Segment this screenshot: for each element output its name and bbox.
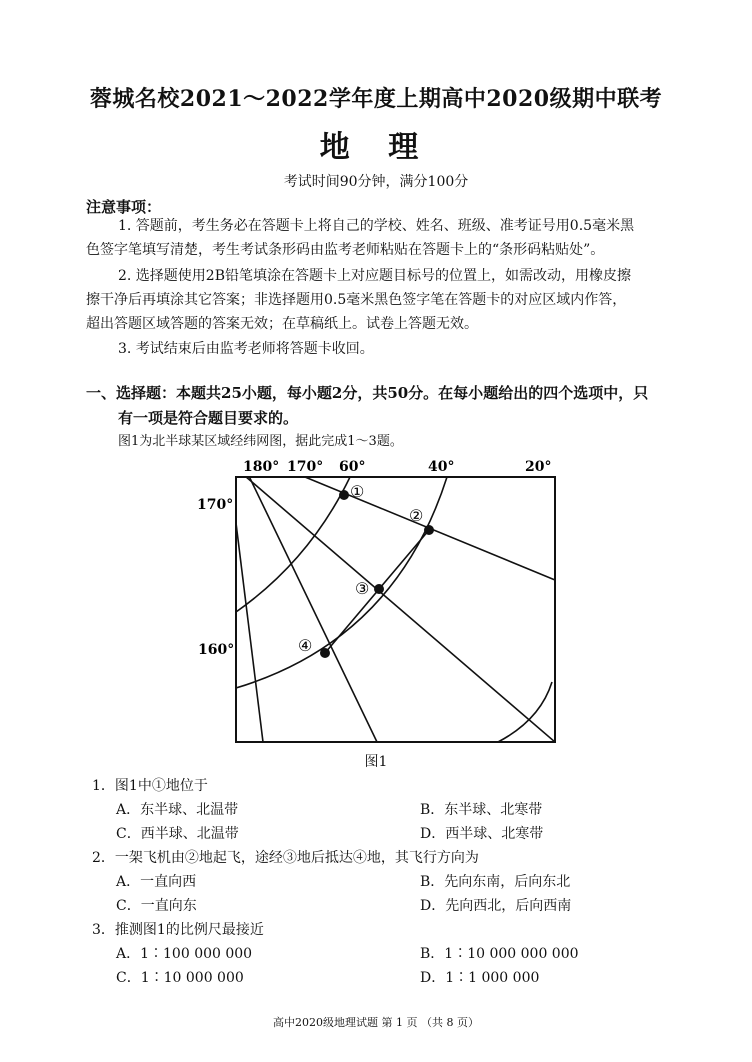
option-a: A．1∶100 000 000 — [116, 946, 253, 962]
latitude-label: 20° — [525, 459, 552, 475]
point-2-dot — [424, 525, 434, 535]
subject-title: 地 理 — [319, 130, 433, 165]
note-line: 擦干净后再填涂其它答案；非选择题用0.5毫米黑色签字笔在答题卡的对应区域内作答， — [86, 292, 627, 308]
notes-heading: 注意事项： — [86, 198, 162, 216]
note-line: 1. 答题前，考生务必在答题卡上将自己的学校、姓名、班级、准考证号用0.5毫米黑 — [118, 218, 635, 234]
latitude-label: 60° — [339, 459, 366, 475]
graticule-map — [190, 452, 570, 752]
option-b: B．东半球、北寒带 — [420, 802, 543, 818]
longitude-label: 170° — [197, 497, 234, 513]
option-a: A．一直向西 — [116, 874, 197, 890]
exam-time-note: 考试时间90分钟，满分100分 — [283, 174, 469, 190]
section-line-1: 一、选择题：本题共25小题，每小题2分，共50分。在每小题给出的四个选项中，只 — [86, 384, 649, 402]
meridian-line — [236, 523, 263, 742]
parallel-line — [236, 477, 350, 612]
longitude-label: 160° — [198, 642, 235, 658]
exam-title: 蓉城名校2021～2022学年度上期高中2020级期中联考 — [89, 86, 663, 112]
question-stem: 2．一架飞机由②地起飞，途经③地后抵达④地，其飞行方向为 — [92, 850, 479, 866]
option-c: C．西半球、北温带 — [116, 826, 239, 842]
page-footer: 高中2020级地理试题 第 1 页 （共 8 页） — [273, 1016, 479, 1029]
question-stem: 1．图1中①地位于 — [92, 778, 208, 794]
option-c: C．1∶10 000 000 — [116, 970, 244, 986]
note-line: 超出答题区域答题的答案无效；在草稿纸上。试卷上答题无效。 — [86, 316, 478, 332]
option-d: D．先向西北，后向西南 — [420, 898, 572, 914]
note-line: 色签字笔填写清楚，考生考试条形码由监考老师粘贴在答题卡上的“条形码粘贴处”。 — [86, 242, 605, 258]
point-4-dot — [320, 648, 330, 658]
option-a: A．东半球、北温带 — [116, 802, 239, 818]
option-c: C．一直向东 — [116, 898, 197, 914]
latitude-label: 40° — [428, 459, 455, 475]
longitude-label: 180° — [243, 459, 280, 475]
option-b: B．先向东南，后向东北 — [420, 874, 571, 890]
question-stem: 3．推测图1的比例尺最接近 — [92, 922, 264, 938]
option-d: D．1∶1 000 000 — [420, 970, 540, 986]
section-line-2: 有一项是符合题目要求的。 — [118, 409, 299, 427]
figure-intro: 图1为北半球某区域经纬网图，据此完成1～3题。 — [118, 434, 403, 449]
longitude-label: 170° — [287, 459, 324, 475]
option-b: B．1∶10 000 000 000 — [420, 946, 579, 962]
note-line: 2. 选择题使用2B铅笔填涂在答题卡上对应题目标号的位置上，如需改动，用橡皮擦 — [118, 268, 632, 284]
option-d: D．西半球、北寒带 — [420, 826, 544, 842]
point-4-label: ④ — [298, 636, 313, 655]
note-line: 3. 考试结束后由监考老师将答题卡收回。 — [118, 341, 374, 357]
point-1-label: ① — [350, 482, 365, 501]
figure-caption: 图1 — [364, 754, 388, 770]
point-3-label: ③ — [355, 579, 370, 598]
map-frame — [236, 477, 555, 742]
section-heading — [86, 381, 648, 431]
point-1-dot — [339, 490, 349, 500]
meridian-line — [247, 472, 377, 742]
point-2-label: ② — [409, 506, 424, 525]
point-3-dot — [374, 584, 384, 594]
meridian-line — [224, 458, 555, 742]
